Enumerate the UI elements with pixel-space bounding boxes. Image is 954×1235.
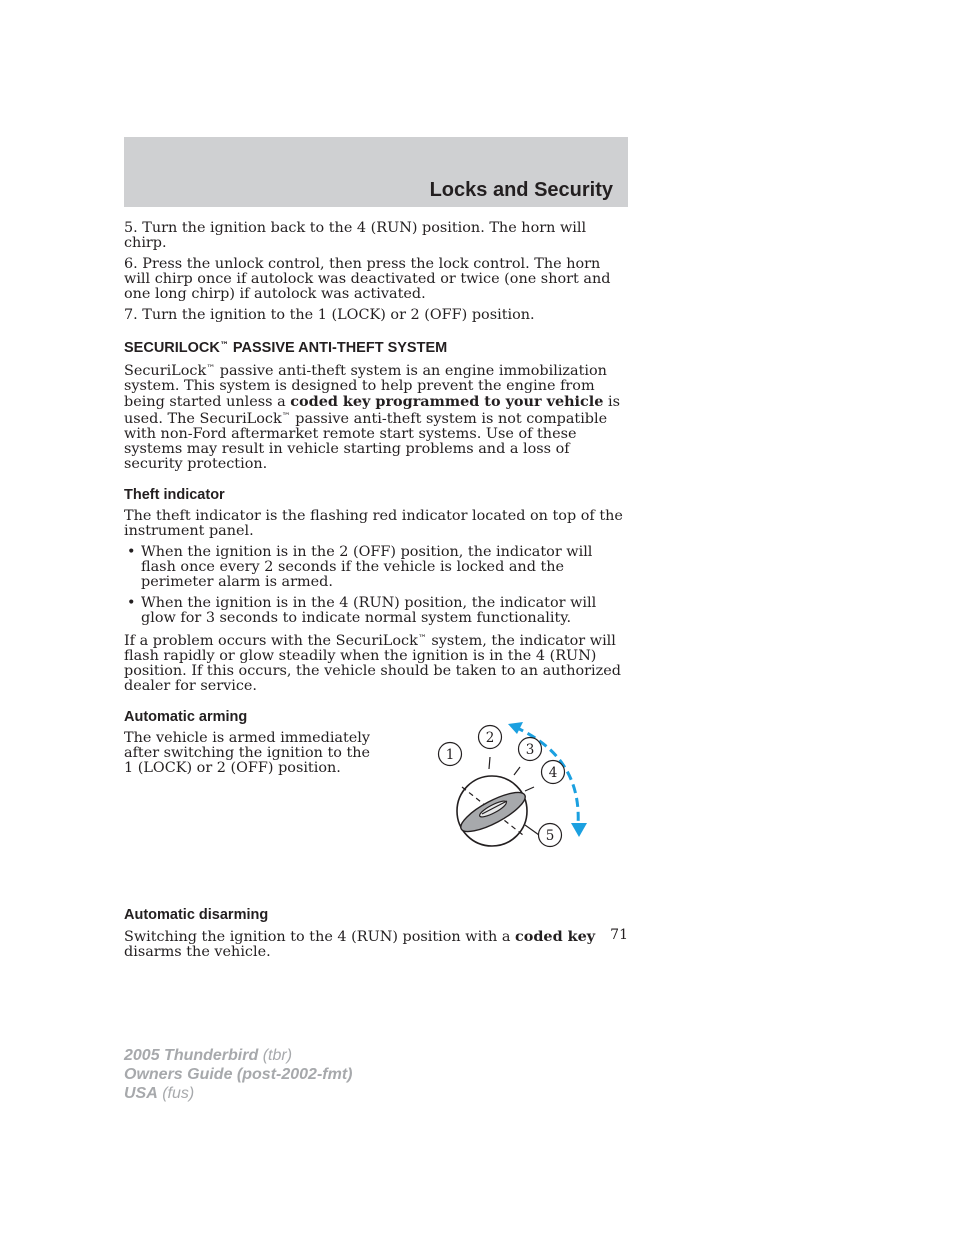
theft-indicator-list bbox=[124, 545, 630, 626]
theft-indicator-heading: Theft indicator bbox=[124, 487, 225, 503]
coded-key-term: coded key bbox=[514, 928, 596, 945]
step-5: 5. Turn the ignition back to the 4 (RUN) position. The horn will chirp. bbox=[124, 220, 587, 251]
arrowhead-top-icon bbox=[508, 722, 523, 734]
step-7: 7. Turn the ignition to the 1 (LOCK) or 2 (OFF) position. bbox=[124, 307, 535, 323]
position-1-label: 1 bbox=[445, 747, 455, 763]
page-number: 71 bbox=[610, 927, 628, 943]
footer-line-3: USA (fus) bbox=[124, 1085, 195, 1102]
list-item: • When the ignition is in the 4 (RUN) position, the indicator will glow for 3 seconds to indicate normal system functionality. bbox=[124, 596, 630, 626]
position-3-label: 3 bbox=[525, 742, 535, 758]
step-6: 6. Press the unlock control, then press the lock control. The horn will chirp once if autolock was deactivated or twice (one short and one long chirp) if autolock was activated. bbox=[124, 256, 611, 302]
document-footer bbox=[124, 1046, 352, 1103]
footer-line-1: 2005 Thunderbird (tbr) bbox=[124, 1047, 293, 1064]
position-2-label: 2 bbox=[485, 730, 495, 746]
securilock-heading: SECURILOCK™ PASSIVE ANTI-THEFT SYSTEM bbox=[124, 340, 448, 356]
page-content bbox=[124, 221, 630, 966]
ignition-key-diagram bbox=[427, 717, 607, 877]
securilock-description: SecuriLock™ passive anti-theft system is an engine immobilization system. This system is designed to help prevent the engine from being started unless a coded key programmed to your vehicle is used. The SecuriLock™ passive anti-theft system is not compatible with non-Ford aftermarket remote start systems. Use of these systems may result in vehicle starting problems and a loss of security protection. bbox=[124, 363, 620, 472]
coded-key-emphasis: coded key programmed to your vehicle bbox=[290, 393, 604, 410]
automatic-arming-section bbox=[124, 731, 630, 892]
section-header bbox=[124, 137, 628, 207]
automatic-disarming-text: Switching the ignition to the 4 (RUN) position with a coded key disarms the vehicle. bbox=[124, 928, 596, 960]
theft-problem-text: If a problem occurs with the SecuriLock™ system, the indicator will flash rapidly or glow steadily when the ignition is in the 4 (RUN) position. If this occurs, the vehicle should be taken to an authorized dealer for service. bbox=[124, 633, 621, 694]
automatic-arming-text: The vehicle is armed immediately after switching the ignition to the 1 (LOCK) or 2 (OFF) position. bbox=[124, 730, 371, 776]
automatic-disarming-heading: Automatic disarming bbox=[124, 907, 269, 923]
list-item: • When the ignition is in the 2 (OFF) position, the indicator will flash once every 2 seconds if the vehicle is locked and the perimeter alarm is armed. bbox=[124, 545, 630, 590]
position-5-label: 5 bbox=[545, 828, 555, 844]
trademark-symbol: ™ bbox=[219, 341, 229, 351]
arrowhead-bottom-icon bbox=[571, 823, 587, 837]
section-title: Locks and Security bbox=[429, 179, 613, 201]
automatic-arming-heading: Automatic arming bbox=[124, 709, 248, 725]
theft-indicator-intro: The theft indicator is the flashing red indicator located on top of the instrument panel. bbox=[124, 508, 623, 539]
position-4-label: 4 bbox=[548, 765, 558, 781]
footer-line-2: Owners Guide (post-2002-fmt) bbox=[124, 1066, 353, 1083]
